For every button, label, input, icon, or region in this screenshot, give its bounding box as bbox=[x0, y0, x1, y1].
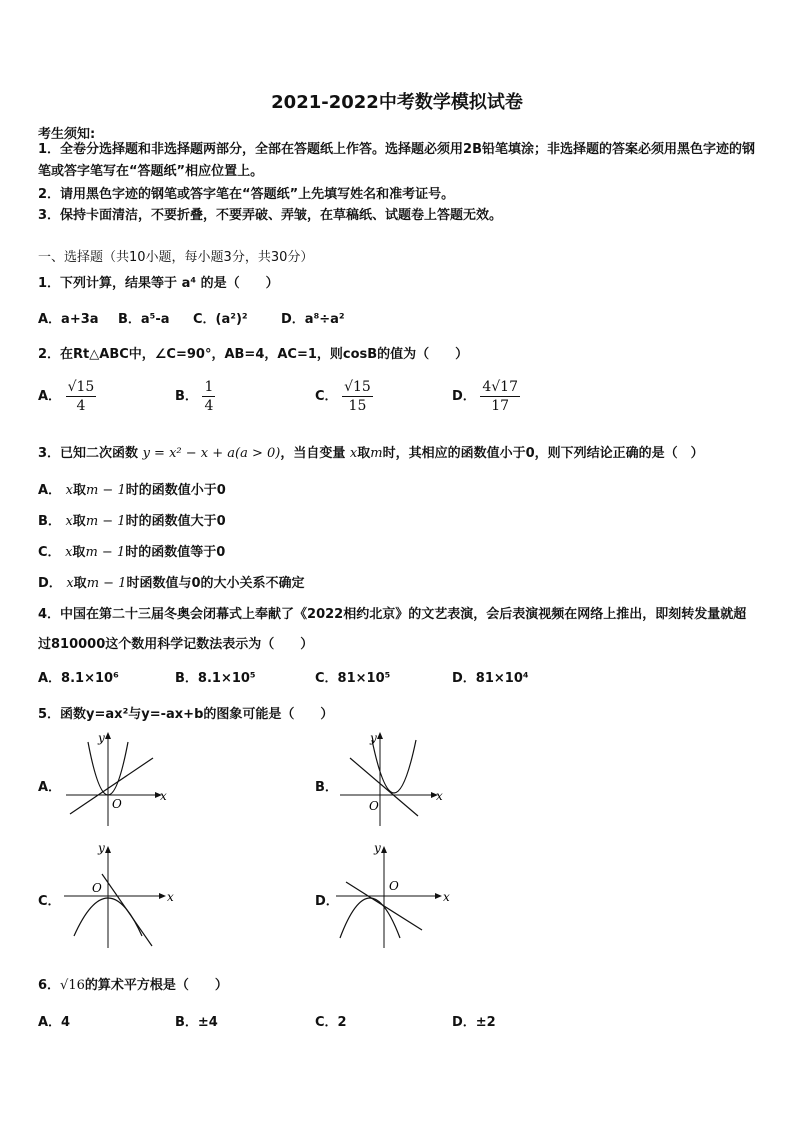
section-heading: 一、选择题（共10小题，每小题3分，共30分） bbox=[38, 250, 314, 265]
q6-option-b: B．±4 bbox=[175, 1015, 218, 1030]
q2-option-a-label: A． bbox=[38, 389, 62, 404]
q2-option-d-numerator: 4√17 bbox=[482, 379, 518, 395]
question-3-stem bbox=[38, 442, 704, 461]
q4-option-b: B．8.1×10⁵ bbox=[175, 671, 256, 686]
q3-option-a-var: x bbox=[65, 483, 73, 498]
graph-c-origin: O bbox=[92, 881, 102, 895]
notice-item-1: 1．全卷分选择题和非选择题两部分，全部在答题纸上作答。选择题必须用2B铅笔填涂；非选择题的答案必须用黑色字迹的钢笔或答字笔写在“答题纸”相应位置上。 bbox=[38, 142, 756, 179]
q4-option-d: D．81×10⁴ bbox=[452, 671, 529, 686]
q3-var-x: x bbox=[349, 446, 358, 461]
notice-heading: 考生须知: bbox=[38, 127, 96, 142]
q3-stem-part-d: 时，其相应的函数值小于0，则下列结论正确的是（ ） bbox=[382, 446, 704, 461]
q3-option-b-tail: 时的函数值大于0 bbox=[125, 514, 226, 529]
q2-option-c-numerator: √15 bbox=[344, 379, 371, 395]
question-5-stem: 5．函数y=ax²与y=-ax+b的图象可能是（ ） bbox=[38, 707, 334, 722]
q4-option-c: C．81×10⁵ bbox=[315, 671, 391, 686]
q3-option-a-mid: 取 bbox=[72, 483, 86, 498]
q3-option-b-label: B． bbox=[38, 514, 61, 529]
q2-option-b-numerator: 1 bbox=[204, 379, 214, 395]
q2-option-d-denominator: 17 bbox=[491, 398, 510, 414]
graph-c-x-label: x bbox=[167, 890, 174, 904]
graph-b-parabola bbox=[372, 740, 416, 793]
q3-option-a-expr: m − 1 bbox=[85, 483, 126, 498]
q6-option-c: C．2 bbox=[315, 1015, 347, 1030]
q2-option-a-denominator: 4 bbox=[76, 398, 86, 414]
graph-d-origin: O bbox=[389, 879, 399, 893]
q2-option-a-fraction bbox=[66, 378, 97, 415]
q3-option-c-mid: 取 bbox=[72, 545, 86, 560]
q3-stem-part-b: ，当自变量 bbox=[280, 446, 346, 461]
graph-b-y-arrow bbox=[377, 732, 383, 739]
q6-option-d: D．±2 bbox=[452, 1015, 496, 1030]
q3-option-b-expr: m − 1 bbox=[85, 514, 126, 529]
notice-item-3: 3．保持卡面清洁，不要折叠，不要弄破、弄皱，在草稿纸、试题卷上答题无效。 bbox=[38, 208, 503, 223]
q3-option-c-label: C． bbox=[38, 545, 61, 560]
q2-option-d-label: D． bbox=[452, 389, 476, 404]
q3-option-b bbox=[38, 510, 226, 529]
q3-option-c-var: x bbox=[65, 545, 73, 560]
question-4-stem: 4．中国在第二十三届冬奥会闭幕式上奉献了《2022相约北京》的文艺表演，会后表演视频在网络上推出，即刻转发量就超过810000这个数用科学记数法表示为（ ） bbox=[38, 607, 747, 652]
q3-option-d-mid: 取 bbox=[73, 576, 87, 591]
q5-option-c-label: C． bbox=[38, 894, 61, 909]
q2-option-c bbox=[315, 378, 373, 415]
q2-option-b-denominator: 4 bbox=[204, 398, 214, 414]
q3-formula: y = x² − x + a(a > 0) bbox=[142, 446, 281, 461]
q2-option-c-label: C． bbox=[315, 389, 338, 404]
q2-option-c-denominator: 15 bbox=[348, 398, 367, 414]
q2-option-b bbox=[175, 378, 215, 415]
q6-stem-part-b: 的算术平方根是（ ） bbox=[84, 978, 228, 993]
q3-option-a bbox=[38, 479, 226, 498]
q3-option-c-expr: m − 1 bbox=[85, 545, 126, 560]
q3-stem-part-a: 3．已知二次函数 bbox=[38, 446, 139, 461]
graph-d-y-label: y bbox=[374, 841, 381, 855]
q2-option-a bbox=[38, 378, 96, 415]
q3-option-a-label: A． bbox=[38, 483, 62, 498]
q3-option-d-label: D． bbox=[38, 576, 62, 591]
graph-c-y-label: y bbox=[98, 841, 105, 855]
question-2-stem: 2．在Rt△ABC中，∠C=90°，AB=4，AC=1，则cosB的值为（ ） bbox=[38, 347, 469, 362]
graph-d-y-arrow bbox=[381, 846, 387, 853]
graph-c-y-arrow bbox=[105, 846, 111, 853]
q3-option-d-tail: 时函数值与0的大小关系不确定 bbox=[126, 576, 305, 591]
graph-b-x-label: x bbox=[436, 789, 443, 803]
graph-a-y-label: y bbox=[98, 731, 105, 745]
q3-var-m: m bbox=[370, 446, 383, 461]
q4-option-a: A．8.1×10⁶ bbox=[38, 671, 119, 686]
q2-option-d-fraction bbox=[480, 378, 520, 415]
q2-option-b-fraction bbox=[202, 378, 215, 415]
q3-option-d-var: x bbox=[66, 576, 74, 591]
notice-item-2: 2．请用黑色字迹的钢笔或答字笔在“答题纸”上先填写姓名和准考证号。 bbox=[38, 187, 455, 202]
q5-graph-a bbox=[60, 728, 180, 832]
q3-stem-part-c: 取 bbox=[357, 446, 371, 461]
q2-option-b-label: B． bbox=[175, 389, 198, 404]
graph-a-x-label: x bbox=[160, 789, 167, 803]
q5-option-d-label: D． bbox=[315, 894, 339, 909]
graph-d-x-label: x bbox=[443, 890, 450, 904]
graph-a-origin: O bbox=[112, 797, 122, 811]
q6-option-a: A．4 bbox=[38, 1015, 71, 1030]
q3-option-b-mid: 取 bbox=[72, 514, 86, 529]
q3-option-b-var: x bbox=[65, 514, 73, 529]
graph-b-line bbox=[350, 758, 418, 816]
graph-a-y-arrow bbox=[105, 732, 111, 739]
q3-option-c bbox=[38, 541, 225, 560]
q3-option-d bbox=[38, 572, 305, 591]
q6-stem-part-a: 6． bbox=[38, 978, 61, 993]
question-1-stem: 1．下列计算，结果等于 a⁴ 的是（ ） bbox=[38, 276, 279, 291]
graph-b-origin: O bbox=[369, 799, 379, 813]
q5-graph-b bbox=[336, 728, 456, 832]
q3-option-a-tail: 时的函数值小于0 bbox=[125, 483, 226, 498]
q1-option-b: B．a⁵-a bbox=[118, 312, 170, 327]
q6-radical: √16 bbox=[60, 978, 85, 993]
graph-c-x-arrow bbox=[159, 893, 166, 899]
graph-d-x-arrow bbox=[435, 893, 442, 899]
graph-b-y-label: y bbox=[370, 731, 377, 745]
page-title: 2021-2022中考数学模拟试卷 bbox=[271, 92, 523, 113]
q5-graph-c bbox=[60, 838, 180, 950]
q5-graph-d bbox=[336, 838, 456, 950]
q1-option-c: C．(a²)² bbox=[193, 312, 248, 327]
q2-option-a-numerator: √15 bbox=[67, 379, 95, 395]
q3-option-d-expr: m − 1 bbox=[86, 576, 127, 591]
q5-option-b-label: B． bbox=[315, 780, 338, 795]
question-6-stem bbox=[38, 974, 228, 993]
q2-option-c-fraction bbox=[342, 378, 373, 415]
q3-option-c-tail: 时的函数值等于0 bbox=[125, 545, 226, 560]
graph-d-parabola bbox=[340, 898, 400, 938]
graph-c-line bbox=[102, 874, 152, 946]
q1-option-d: D．a⁸÷a² bbox=[281, 312, 345, 327]
q1-option-a: A．a+3a bbox=[38, 312, 99, 327]
q2-option-d bbox=[452, 378, 520, 415]
q5-option-a-label: A． bbox=[38, 780, 62, 795]
